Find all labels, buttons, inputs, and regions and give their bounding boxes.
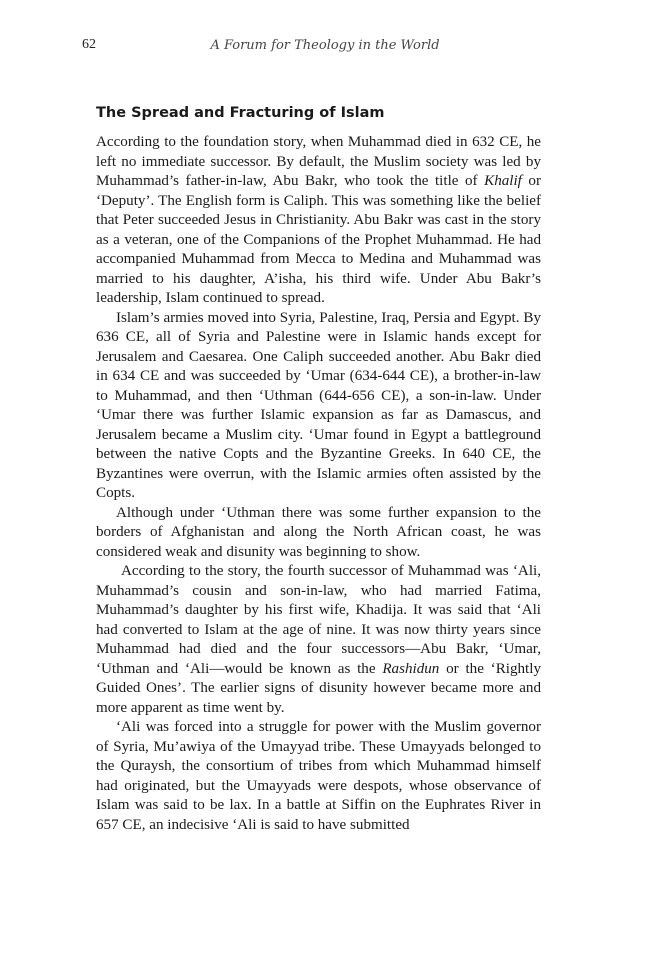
term-rashidun: Rashidun <box>382 660 440 677</box>
paragraph-1-text-c: or ‘Deputy’. The English form is Caliph. This was something like the belief that Peter succeeded Jesus in Christianity. Abu Bakr was cast in the story as a veteran, one of the Companions of the Prophet Muhammad. He had accompanied Muhammad from Mecca to Medina and Muhammad was married to his daughter, A’isha, his third wife. Under Abu Bakr’s leadership, Islam continued to spread. <box>96 173 541 306</box>
paragraph-2: Islam’s armies moved into Syria, Palestine, Iraq, Persia and Egypt. By 636 CE, all of Syria and Palestine were in Islamic hands except for Jerusalem and Caesarea. One Caliph succeeded another. Abu Bakr died in 634 CE and was succeeded by ‘Umar (634-644 CE), a brother-in-law to Muhammad, and then ‘Uthman (644-656 CE), a son-in-law. Under ‘Umar there was further Islamic expansion as far as Damascus, and Jerusalem became a Muslim city. ‘Umar found in Egypt a battleground between the native Copts and the Byzantine Greeks. In 640 CE, the Byzantines were overrun, with the Islamic armies often assisted by the Copts. <box>96 309 541 501</box>
paragraph-5: ‘Ali was forced into a struggle for power with the Muslim governor of Syria, Mu’awiya of the Umayyad tribe. These Umayyads belonged to the Quraysh, the consortium of tribes from which Muhammad himself had originated, but the Umayyads were despots, whose observance of Islam was said to be lax. In a battle at Siffin on the Euphrates River in 657 CE, an indecisive ‘Ali is said to have submitted <box>96 719 541 833</box>
paragraph-4-text-c: or the ‘Rightly Guided Ones’. The earlier signs of disunity however became more and more apparent as time went by. <box>96 660 541 716</box>
paragraph-1-text-a: According to the foundation story, when Muhammad died in 632 CE, he left no immediate successor. By default, the Muslim society was led by Muhammad’s father-in-law, Abu Bakr, who took the title of <box>96 134 541 189</box>
page-number: 62 <box>82 37 96 52</box>
paragraph-4-text-a: According to the story, the fourth successor of Muhammad was ‘Ali, Muhammad’s cousin and son-in-law, who had married Fatima, Muhammad’s daughter by his first wife, Khadija. It was said that ‘Ali had converted to Islam at the age of nine. It was now thirty years since Muhammad had died and the four successors—Abu Bakr, ‘Umar, ‘Uthman and ‘Ali—would be known as the <box>96 563 541 677</box>
paragraph-1 <box>96 133 541 309</box>
term-khalif: Khalif <box>484 173 522 189</box>
section-heading: The Spread and Fracturing of Islam <box>96 105 385 121</box>
running-header-title: A Forum for Theology in the World <box>210 38 440 53</box>
body-text <box>96 133 541 835</box>
paragraph-3: Although under ‘Uthman there was some further expansion to the borders of Afghanistan and along the North African coast, he was considered weak and disunity was beginning to show. <box>96 504 541 560</box>
paragraph-4 <box>96 562 541 718</box>
